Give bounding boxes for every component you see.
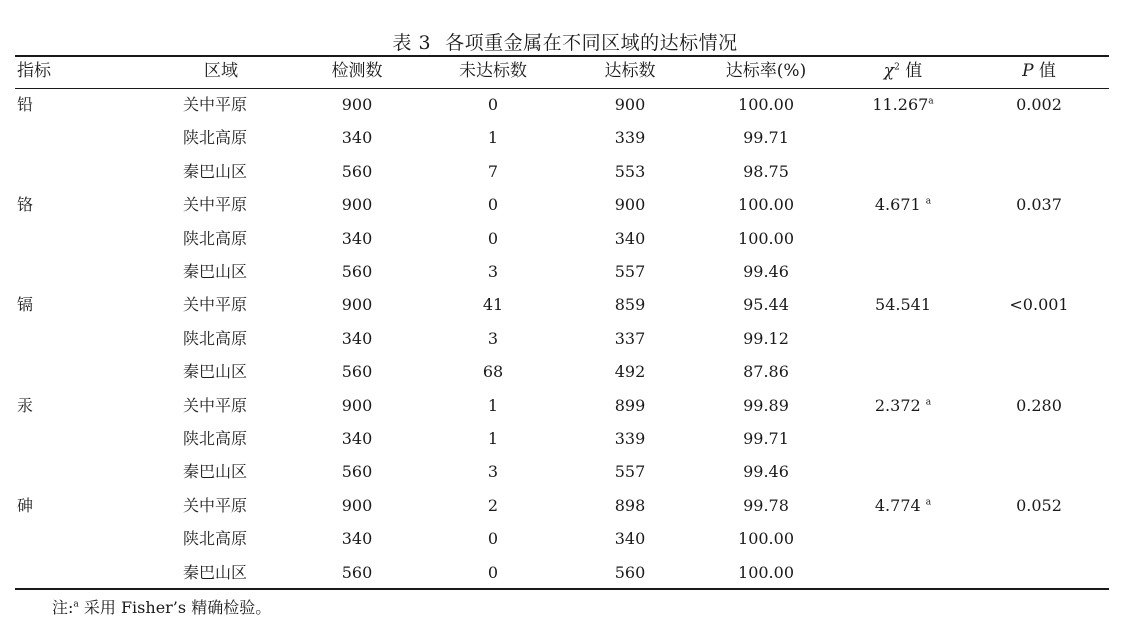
chi-square-value: 11.267 bbox=[872, 95, 929, 114]
indicator-cell: 镉 bbox=[17, 295, 34, 314]
region-cell: 秦巴山区 bbox=[183, 462, 248, 481]
tested-cell: 340 bbox=[341, 128, 373, 147]
p-value-cell: 0.280 bbox=[1016, 396, 1062, 415]
failed-cell: 0 bbox=[487, 195, 499, 214]
chi-square-value: 4.671 bbox=[874, 195, 926, 214]
tested-cell: 340 bbox=[341, 329, 373, 348]
chi-square-cell bbox=[875, 194, 931, 216]
rate-cell: 100.00 bbox=[738, 229, 794, 248]
passed-cell: 900 bbox=[614, 95, 646, 114]
region-cell: 关中平原 bbox=[183, 95, 248, 114]
region-cell: 关中平原 bbox=[183, 396, 248, 415]
passed-cell: 900 bbox=[614, 195, 646, 214]
header-rule bbox=[15, 88, 1109, 89]
top-rule bbox=[15, 55, 1109, 57]
failed-cell: 7 bbox=[487, 162, 499, 181]
rate-cell: 99.71 bbox=[743, 128, 789, 147]
table-footnote bbox=[52, 595, 271, 618]
footnote-mark: a bbox=[73, 599, 79, 610]
chi-square-value: 4.774 bbox=[874, 496, 926, 515]
chi-square-value: 2.372 bbox=[874, 396, 926, 415]
tested-cell: 900 bbox=[341, 396, 373, 415]
failed-cell: 0 bbox=[487, 529, 499, 548]
region-cell: 陕北高原 bbox=[183, 128, 248, 147]
tested-cell: 340 bbox=[341, 229, 373, 248]
chi-square-cell bbox=[875, 294, 931, 316]
chi-superscript: 2 bbox=[894, 62, 900, 73]
passed-cell: 339 bbox=[614, 128, 646, 147]
table-number: 表 3 bbox=[392, 32, 432, 54]
failed-cell: 1 bbox=[487, 429, 499, 448]
passed-cell: 899 bbox=[614, 396, 646, 415]
passed-cell: 898 bbox=[614, 496, 646, 515]
tested-cell: 340 bbox=[341, 529, 373, 548]
chi-suffix: 值 bbox=[899, 61, 923, 81]
failed-cell: 1 bbox=[487, 128, 499, 147]
passed-cell: 339 bbox=[614, 429, 646, 448]
passed-cell: 859 bbox=[614, 295, 646, 314]
fisher-exact-mark: a bbox=[925, 397, 932, 408]
rate-cell: 99.46 bbox=[743, 462, 789, 481]
fisher-exact-mark: a bbox=[925, 196, 932, 207]
rate-cell: 99.71 bbox=[743, 429, 789, 448]
tested-cell: 560 bbox=[341, 462, 373, 481]
failed-cell: 0 bbox=[487, 95, 499, 114]
failed-cell: 2 bbox=[487, 496, 499, 515]
region-cell: 陕北高原 bbox=[183, 529, 248, 548]
header-rate: 达标率(%) bbox=[725, 61, 807, 81]
chi-square-cell bbox=[875, 395, 931, 417]
passed-cell: 492 bbox=[614, 362, 646, 381]
passed-cell: 557 bbox=[614, 462, 646, 481]
region-cell: 陕北高原 bbox=[183, 429, 248, 448]
table-title: 各项重金属在不同区域的达标情况 bbox=[445, 32, 738, 54]
region-cell: 关中平原 bbox=[183, 195, 248, 214]
chi-symbol: χ bbox=[883, 61, 895, 81]
bottom-rule bbox=[15, 588, 1109, 590]
p-suffix: 值 bbox=[1033, 61, 1056, 81]
failed-cell: 41 bbox=[482, 295, 504, 314]
region-cell: 秦巴山区 bbox=[183, 362, 248, 381]
fisher-exact-mark: a bbox=[928, 96, 934, 107]
p-value-cell: 0.052 bbox=[1016, 496, 1062, 515]
rate-cell: 99.89 bbox=[743, 396, 789, 415]
region-cell: 关中平原 bbox=[183, 295, 248, 314]
region-cell: 关中平原 bbox=[183, 496, 248, 515]
indicator-cell: 汞 bbox=[17, 396, 34, 415]
passed-cell: 557 bbox=[614, 262, 646, 281]
p-symbol: P bbox=[1022, 61, 1034, 81]
rate-cell: 100.00 bbox=[738, 529, 794, 548]
rate-cell: 99.46 bbox=[743, 262, 789, 281]
tested-cell: 560 bbox=[341, 563, 373, 582]
rate-cell: 100.00 bbox=[738, 95, 794, 114]
passed-cell: 337 bbox=[614, 329, 646, 348]
rate-cell: 99.78 bbox=[743, 496, 789, 515]
rate-cell: 95.44 bbox=[743, 295, 789, 314]
header-tested: 检测数 bbox=[331, 61, 383, 81]
passed-cell: 553 bbox=[614, 162, 646, 181]
indicator-cell: 铅 bbox=[17, 95, 34, 114]
failed-cell: 3 bbox=[487, 329, 499, 348]
failed-cell: 0 bbox=[487, 229, 499, 248]
rate-cell: 87.86 bbox=[743, 362, 789, 381]
chi-square-value: 54.541 bbox=[875, 295, 931, 314]
chi-square-cell bbox=[872, 94, 933, 116]
header-passed: 达标数 bbox=[604, 61, 656, 81]
header-chi-square bbox=[884, 60, 922, 82]
rate-cell: 99.12 bbox=[743, 329, 789, 348]
tested-cell: 560 bbox=[341, 162, 373, 181]
tested-cell: 340 bbox=[341, 429, 373, 448]
chi-square-cell bbox=[875, 495, 931, 517]
tested-cell: 900 bbox=[341, 496, 373, 515]
p-value-cell: 0.037 bbox=[1016, 195, 1062, 214]
rate-cell: 100.00 bbox=[738, 195, 794, 214]
header-failed: 未达标数 bbox=[459, 61, 527, 81]
p-value-cell: 0.002 bbox=[1016, 95, 1062, 114]
passed-cell: 560 bbox=[614, 563, 646, 582]
header-region: 区域 bbox=[204, 61, 238, 81]
indicator-cell: 砷 bbox=[17, 496, 34, 515]
failed-cell: 1 bbox=[487, 396, 499, 415]
passed-cell: 340 bbox=[614, 529, 646, 548]
tested-cell: 560 bbox=[341, 262, 373, 281]
header-p-value bbox=[1022, 60, 1056, 82]
footnote-prefix: 注: bbox=[52, 598, 74, 617]
tested-cell: 900 bbox=[341, 195, 373, 214]
p-value-cell: <0.001 bbox=[1009, 295, 1069, 314]
tested-cell: 900 bbox=[341, 295, 373, 314]
fisher-exact-mark: a bbox=[925, 497, 932, 508]
failed-cell: 3 bbox=[487, 262, 499, 281]
region-cell: 陕北高原 bbox=[183, 329, 248, 348]
footnote-text: 采用 Fisher’s 精确检验。 bbox=[78, 598, 272, 617]
passed-cell: 340 bbox=[614, 229, 646, 248]
failed-cell: 68 bbox=[482, 362, 504, 381]
region-cell: 秦巴山区 bbox=[183, 262, 248, 281]
rate-cell: 98.75 bbox=[743, 162, 789, 181]
indicator-cell: 铬 bbox=[17, 195, 34, 214]
region-cell: 陕北高原 bbox=[183, 229, 248, 248]
region-cell: 秦巴山区 bbox=[183, 563, 248, 582]
failed-cell: 0 bbox=[487, 563, 499, 582]
rate-cell: 100.00 bbox=[738, 563, 794, 582]
failed-cell: 3 bbox=[487, 462, 499, 481]
tested-cell: 900 bbox=[341, 95, 373, 114]
table-caption bbox=[0, 28, 1130, 55]
region-cell: 秦巴山区 bbox=[183, 162, 248, 181]
header-indicator: 指标 bbox=[17, 61, 51, 81]
tested-cell: 560 bbox=[341, 362, 373, 381]
